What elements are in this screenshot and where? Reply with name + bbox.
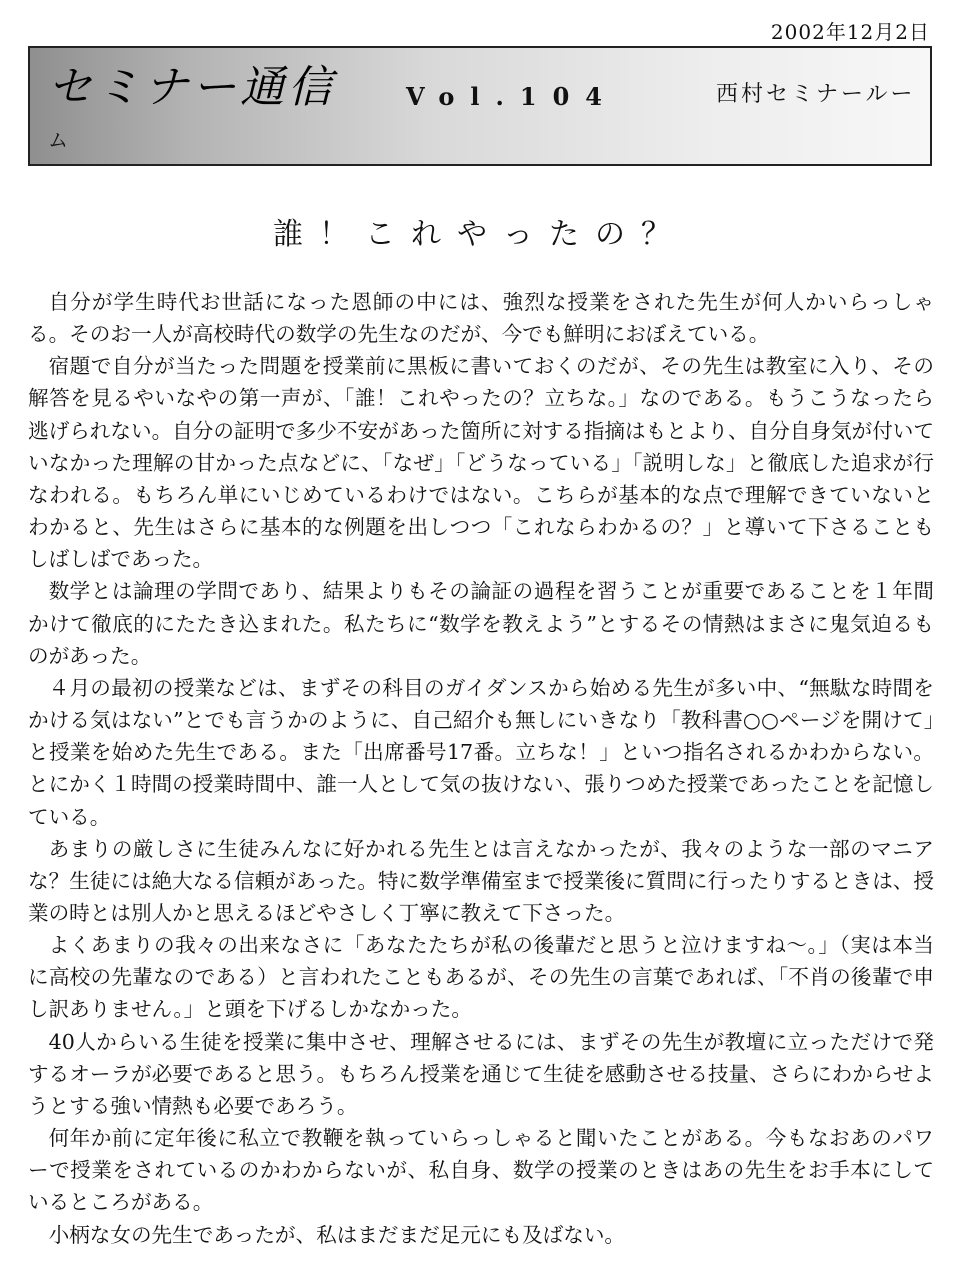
paragraph: 小柄な女の先生であったが、私はまだまだ足元にも及ばない。 bbox=[48, 1222, 626, 1247]
paragraph: 数学とは論理の学問であり、結果よりもその論証の過程を習うことが重要であることを１年間かけて徹底的にたたき込まれた。私たちに“数学を教えよう”とするその情熱はまさに鬼気迫るものがあった。 bbox=[28, 579, 934, 668]
issue-date: 2002年12月2日 bbox=[770, 20, 930, 44]
article-body bbox=[28, 286, 934, 1251]
organization-name-wrap: ム bbox=[48, 128, 68, 152]
paragraph: 宿題で自分が当たった問題を授業前に黒板に書いておくのだが、その先生は教室に入り、その解答を見るやいなやの第一声が、「誰！これやったの？立ちな。」なのである。もうこうなったら逃げられない。自分の証明で多少不安があった箇所に対する指摘はもとより、自分自身気が付いていなかった理解の甘かった点などに、「なぜ」「どうなっている」「説明しな」と徹底した追求が行なわれる。もちろん単にいじめているわけではない。こちらが基本的な点で理解できていないとわかると、先生はさらに基本的な例題を出しつつ「これならわかるの？」と導いて下さることもしばしばであった。 bbox=[28, 354, 934, 572]
paragraph: 自分が学生時代お世話になった恩師の中には、強烈な授業をされた先生が何人かいらっしゃる。そのお一人が高校時代の数学の先生なのだが、今でも鮮明におぼえている。 bbox=[28, 290, 934, 347]
organization-name: 西村セミナールー bbox=[716, 82, 916, 107]
paragraph: あまりの厳しさに生徒みんなに好かれる先生とは言えなかったが、我々のような一部のマニアな？生徒には絶大なる信頼があった。特に数学準備室まで授業後に質問に行ったりするときは、授業の時とは別人かと思えるほどやさしく丁寧に教えて下さった。 bbox=[28, 836, 934, 925]
newsletter-header bbox=[28, 46, 932, 166]
paragraph: 何年か前に定年後に私立で教鞭を執っていらっしゃると聞いたことがある。今もなおあのパワーで授業をされているのかわからないが、私自身、数学の授業のときはあの先生をお手本にしているところがある。 bbox=[28, 1126, 934, 1215]
paragraph: よくあまりの我々の出来なさに「あなたたちが私の後輩だと思うと泣けますね～。」（実は本当に高校の先輩なのである）と言われたこともあるが、その先生の言葉であれば、「不肖の後輩で申し訳ありません。」と頭を下げるしかなかった。 bbox=[28, 933, 934, 1022]
newsletter-title: セミナー通信 bbox=[48, 62, 336, 113]
paragraph: 40人からいる生徒を授業に集中させ、理解させるには、まずその先生が教壇に立っただけで発するオーラが必要であると思う。もちろん授業を通じて生徒を感動させる技量、さらにわからせようとする強い情熱も必要であろう。 bbox=[28, 1029, 934, 1118]
volume-number: Vol.104 bbox=[406, 82, 618, 111]
paragraph: ４月の最初の授業などは、まずその科目のガイダンスから始める先生が多い中、“無駄な時間をかける気はない”とでも言うかのように、自己紹介も無しにいきなり「教科書○○ページを開けて」と授業を始めた先生である。また「出席番号17番。立ちな！」といつ指名されるかわからない。とにかく１時間の授業時間中、誰一人として気の抜けない、張りつめた授業であったことを記憶している。 bbox=[28, 675, 934, 829]
article-title: 誰！これやったの？ bbox=[273, 217, 687, 252]
